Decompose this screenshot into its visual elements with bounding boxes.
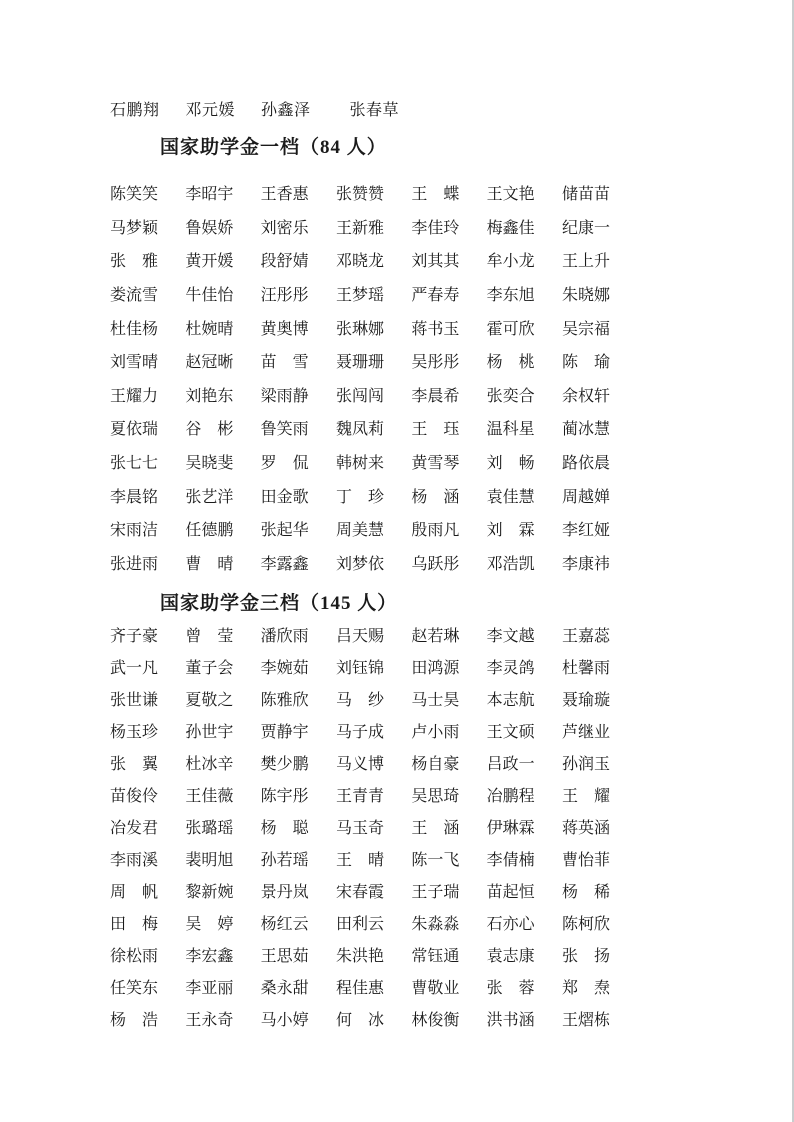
student-name: 刘艳东	[185, 387, 234, 405]
student-name: 苗俊伶	[110, 787, 159, 805]
student-name: 陈 瑜	[561, 354, 610, 372]
student-name: 李亚丽	[185, 979, 234, 997]
student-name: 宋春霞	[335, 883, 384, 901]
student-name: 王梦瑶	[335, 287, 384, 305]
student-name: 景丹岚	[260, 883, 309, 901]
student-name: 聂珊珊	[335, 354, 384, 372]
student-name: 杨 桃	[486, 354, 535, 372]
student-name: 刘其其	[411, 253, 460, 271]
student-name: 张赞赞	[335, 186, 384, 204]
student-name: 罗 侃	[260, 455, 309, 473]
student-name: 魏凤莉	[335, 421, 384, 439]
student-name: 张 翼	[110, 755, 159, 773]
student-name: 齐子豪	[110, 627, 159, 645]
student-name: 李东旭	[486, 287, 535, 305]
student-name: 马 纱	[335, 691, 384, 709]
student-name: 梅鑫佳	[486, 219, 535, 237]
name-list-continuation	[110, 97, 425, 120]
student-name: 严春寿	[411, 287, 460, 305]
student-name: 王嘉蕊	[561, 627, 610, 645]
student-name: 聂瑜璇	[561, 691, 610, 709]
student-name: 殷雨凡	[411, 522, 460, 540]
student-name: 张 扬	[561, 947, 610, 965]
student-name: 王 珏	[411, 421, 460, 439]
student-name: 鲁娱娇	[185, 219, 234, 237]
student-name: 张起华	[260, 522, 309, 540]
student-name: 吴思琦	[411, 787, 460, 805]
student-name: 王青青	[335, 787, 384, 805]
student-name: 李文越	[486, 627, 535, 645]
student-name: 潘欣雨	[260, 627, 309, 645]
student-name: 杨 稀	[561, 883, 610, 901]
student-name: 陈宇彤	[260, 787, 309, 805]
student-name: 梁雨静	[260, 387, 309, 405]
student-name: 吴晓斐	[185, 455, 234, 473]
student-name: 徐松雨	[110, 947, 159, 965]
student-name: 杜馨雨	[561, 659, 610, 677]
student-name: 李婉茹	[260, 659, 309, 677]
student-name: 王 涵	[411, 819, 460, 837]
student-name: 陈柯欣	[561, 915, 610, 933]
student-name: 余权轩	[561, 387, 610, 405]
student-name: 邓晓龙	[335, 253, 384, 271]
student-name: 杜冰辛	[185, 755, 234, 773]
student-name: 黄开媛	[185, 253, 234, 271]
student-name: 武一凡	[110, 659, 159, 677]
student-name: 贾静宇	[260, 723, 309, 741]
student-name: 李雨溪	[110, 851, 159, 869]
student-name: 何 冰	[335, 1011, 384, 1029]
name-grid	[110, 176, 612, 579]
student-name: 王佳薇	[185, 787, 234, 805]
student-name: 孙若瑶	[260, 851, 309, 869]
student-name: 王耀力	[110, 387, 159, 405]
student-name: 蔺冰慧	[561, 421, 610, 439]
student-name: 任笑东	[110, 979, 159, 997]
student-name: 张世谦	[110, 691, 159, 709]
student-name: 石亦心	[486, 915, 535, 933]
student-name: 杨 聪	[260, 819, 309, 837]
student-name: 王思茹	[260, 947, 309, 965]
student-name: 吴宗福	[561, 320, 610, 338]
student-name: 袁佳慧	[486, 488, 535, 506]
student-name: 董子会	[185, 659, 234, 677]
student-name: 杨 涵	[411, 488, 460, 506]
student-name: 李晨希	[411, 387, 460, 405]
student-name: 鲁笑雨	[260, 421, 309, 439]
student-name: 洪书涵	[486, 1011, 535, 1029]
student-name: 李晨铭	[110, 488, 159, 506]
student-name: 王 耀	[561, 787, 610, 805]
student-name: 李灵鸽	[486, 659, 535, 677]
student-name: 杨 浩	[110, 1011, 159, 1029]
student-name: 杨玉珍	[110, 723, 159, 741]
student-name: 张艺洋	[185, 488, 234, 506]
student-name: 李宏鑫	[185, 947, 234, 965]
student-name: 周美慧	[335, 522, 384, 540]
student-name: 杨红云	[260, 915, 309, 933]
student-name: 张 蓉	[486, 979, 535, 997]
student-name: 朱洪艳	[335, 947, 384, 965]
student-name: 周 帆	[110, 883, 159, 901]
student-name: 吕天赐	[335, 627, 384, 645]
student-name: 张 雅	[110, 253, 159, 271]
student-name: 刘密乐	[260, 219, 309, 237]
student-name: 段舒婧	[260, 253, 309, 271]
student-name: 宋雨洁	[110, 522, 159, 540]
student-name: 程佳惠	[335, 979, 384, 997]
section-heading: 国家助学金一档（84 人）	[160, 137, 387, 158]
student-name: 曹敬业	[411, 979, 460, 997]
student-name: 张璐瑶	[185, 819, 234, 837]
student-name: 谷 彬	[185, 421, 234, 439]
student-name: 陈笑笑	[110, 186, 159, 204]
student-name: 周越婵	[561, 488, 610, 506]
student-name: 夏依瑞	[110, 421, 159, 439]
student-name: 吴 婷	[185, 915, 234, 933]
student-name: 曹 晴	[185, 555, 234, 573]
student-name: 王 蝶	[411, 186, 460, 204]
student-name: 卢小雨	[411, 723, 460, 741]
student-name: 芦继业	[561, 723, 610, 741]
student-name: 田 梅	[110, 915, 159, 933]
student-name: 霍可欣	[486, 320, 535, 338]
student-name: 蒋英涵	[561, 819, 610, 837]
student-name: 吴彤彤	[411, 354, 460, 372]
student-name: 李康祎	[561, 555, 610, 573]
student-name: 袁志康	[486, 947, 535, 965]
student-name: 李倩楠	[486, 851, 535, 869]
student-name: 马梦颖	[110, 219, 159, 237]
student-name: 杨自豪	[411, 755, 460, 773]
student-name: 蒋书玉	[411, 320, 460, 338]
student-name: 李露鑫	[260, 555, 309, 573]
student-name: 刘梦依	[335, 555, 384, 573]
student-name: 刘 霖	[486, 522, 535, 540]
student-name: 刘钰锦	[335, 659, 384, 677]
student-name: 汪彤彤	[260, 287, 309, 305]
student-name: 任德鹏	[185, 522, 234, 540]
student-name: 乌跃彤	[411, 555, 460, 573]
student-name: 王子瑞	[411, 883, 460, 901]
student-name: 孙世宇	[185, 723, 234, 741]
student-name: 王文艳	[486, 186, 535, 204]
student-name: 王文硕	[486, 723, 535, 741]
student-name: 马小婷	[260, 1011, 309, 1029]
student-name: 马子成	[335, 723, 384, 741]
student-name: 张琳娜	[335, 320, 384, 338]
student-name: 赵若琳	[411, 627, 460, 645]
student-name: 苗 雪	[260, 354, 309, 372]
student-name: 王永奇	[185, 1011, 234, 1029]
student-name: 娄流雪	[110, 287, 159, 305]
student-name: 王上升	[561, 253, 610, 271]
student-name: 张奕合	[486, 387, 535, 405]
student-name: 孙鑫泽	[261, 102, 311, 119]
student-name: 桑永甜	[260, 979, 309, 997]
student-name: 田鸿源	[411, 659, 460, 677]
student-name: 郑 焘	[561, 979, 610, 997]
student-name: 李红娅	[561, 522, 610, 540]
student-name: 王熠栋	[561, 1011, 610, 1029]
student-name: 牟小龙	[486, 253, 535, 271]
student-name: 樊少鹏	[260, 755, 309, 773]
student-name: 丁 珍	[335, 488, 384, 506]
student-name: 张春草	[349, 102, 400, 119]
student-name: 黄奥博	[260, 320, 309, 338]
student-name: 夏敬之	[185, 691, 234, 709]
student-name: 王香惠	[260, 186, 309, 204]
student-name: 刘 畅	[486, 455, 535, 473]
student-name: 常钰通	[411, 947, 460, 965]
student-name: 本志航	[486, 691, 535, 709]
student-name: 陈一飞	[411, 851, 460, 869]
student-name: 纪康一	[561, 219, 610, 237]
student-name: 赵冠晰	[185, 354, 234, 372]
student-name: 张进雨	[110, 555, 159, 573]
student-name: 裴明旭	[185, 851, 234, 869]
student-name: 吕政一	[486, 755, 535, 773]
student-name: 张七七	[110, 455, 159, 473]
student-name: 曹怡菲	[561, 851, 610, 869]
student-name: 牛佳怡	[185, 287, 234, 305]
student-name: 邓元媛	[185, 102, 236, 119]
student-name: 石鹏翔	[110, 102, 160, 119]
student-name: 刘雪晴	[110, 354, 159, 372]
student-name: 朱晓娜	[561, 287, 610, 305]
student-name: 邓浩凯	[486, 555, 535, 573]
student-name: 苗起恒	[486, 883, 535, 901]
name-grid	[110, 618, 612, 1034]
student-name: 李佳玲	[411, 219, 460, 237]
student-name: 杜佳杨	[110, 320, 159, 338]
student-name: 马义博	[335, 755, 384, 773]
student-name: 冶发君	[110, 819, 159, 837]
student-name: 田利云	[335, 915, 384, 933]
student-name: 王 晴	[335, 851, 384, 869]
student-name: 杜婉晴	[185, 320, 234, 338]
student-name: 马玉奇	[335, 819, 384, 837]
student-name: 冶鹏程	[486, 787, 535, 805]
student-name: 路依晨	[561, 455, 610, 473]
student-name: 陈雅欣	[260, 691, 309, 709]
student-name: 黎新婉	[185, 883, 234, 901]
student-name: 李昭宇	[185, 186, 234, 204]
student-name: 伊琳霖	[486, 819, 535, 837]
student-name: 田金歌	[260, 488, 309, 506]
student-name: 孙润玉	[561, 755, 610, 773]
student-name: 林俊衡	[411, 1011, 460, 1029]
student-name: 马士昊	[411, 691, 460, 709]
student-name: 黄雪琴	[411, 455, 460, 473]
student-name: 王新雅	[335, 219, 384, 237]
student-name: 张闯闯	[335, 387, 384, 405]
section-heading: 国家助学金三档（145 人）	[160, 593, 398, 614]
student-name: 曾 莹	[185, 627, 234, 645]
student-name: 韩树来	[335, 455, 384, 473]
student-name: 朱淼淼	[411, 915, 460, 933]
student-name: 储苗苗	[561, 186, 610, 204]
student-name: 温科星	[486, 421, 535, 439]
